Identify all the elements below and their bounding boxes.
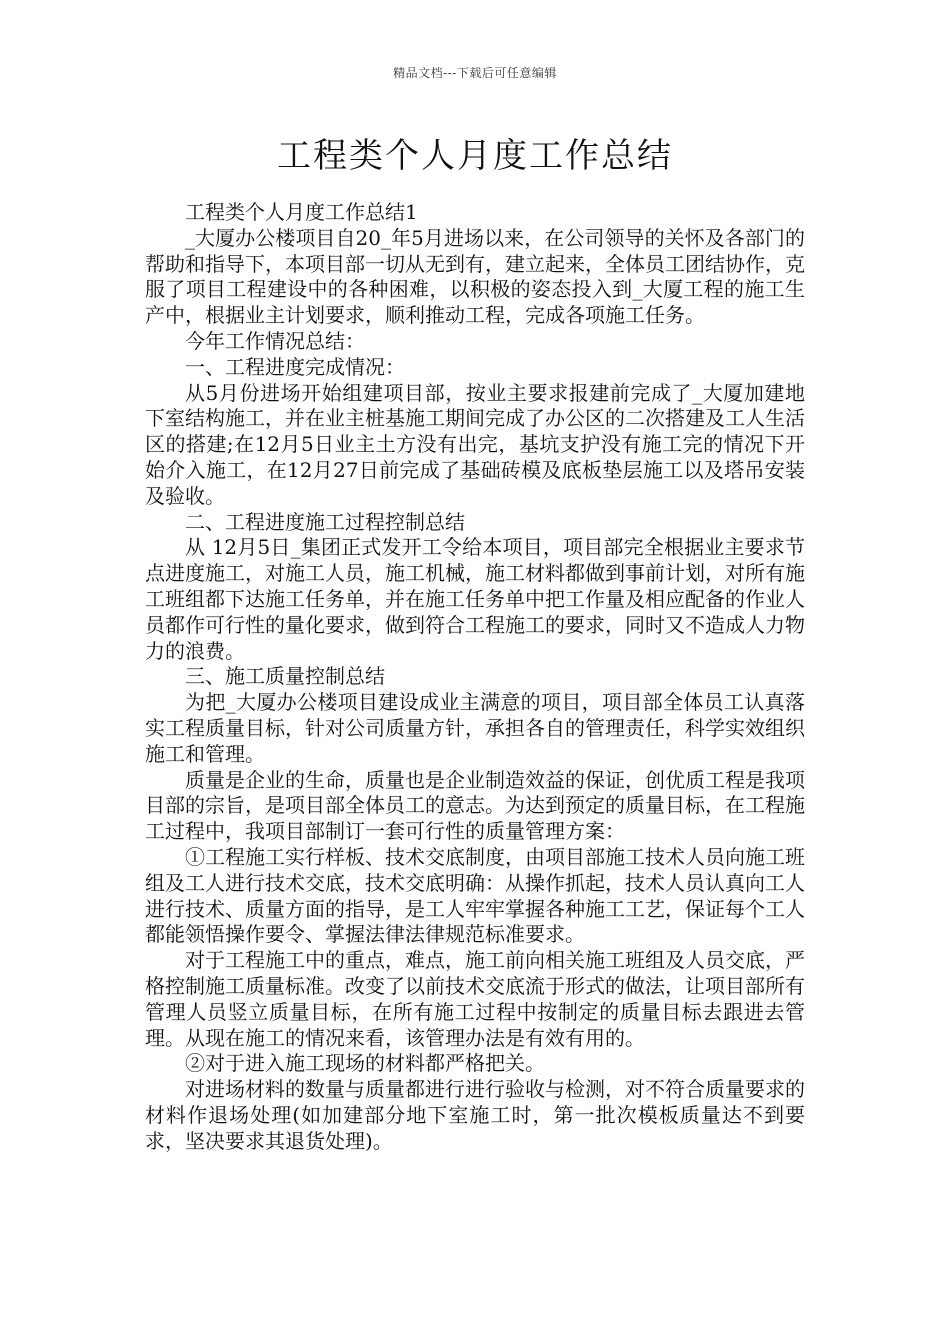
header-note: 精品文档---下载后可任意编辑 — [393, 66, 557, 80]
paragraph: 对于工程施工中的重点，难点，施工前向相关施工班组及人员交底，严格控制施工质量标准。改变了以前技术交底流于形式的做法，让项目部所有管理人员竖立质量目标，在所有施工过程中按制定的质量目标去跟进去管理。从现在施工的情况来看，该管理办法是有效有用的。 — [145, 948, 805, 1050]
paragraph: 对进场材料的数量与质量都进行进行验收与检测，对不符合质量要求的材料作退场处理(如加建部分地下室施工时，第一批次模板质量达不到要求，坚决要求其退货处理)。 — [145, 1077, 805, 1153]
paragraph: _大厦办公楼项目自20_年5月进场以来，在公司领导的关怀及各部门的帮助和指导下，本项目部一切从无到有，建立起来，全体员工团结协作，克服了项目工程建设中的各种困难，以积极的姿态投入到_大厦工程的施工生产中，根据业主计划要求，顺利推动工程，完成各项施工任务。 — [145, 225, 805, 328]
paragraph: 今年工作情况总结： — [185, 328, 365, 353]
document-title: 工程类个人月度工作总结 — [277, 136, 673, 176]
paragraph: 质量是企业的生命，质量也是企业制造效益的保证，创优质工程是我项目部的宗旨，是项目部全体员工的意志。为达到预定的质量目标，在工程施工过程中，我项目部制订一套可行性的质量管理方案： — [145, 767, 805, 844]
paragraph: 为把_大厦办公楼项目建设成业主满意的项目，项目部全体员工认真落实工程质量目标，针对公司质量方针，承担各自的管理责任，科学实效组织施工和管理。 — [145, 690, 805, 766]
paragraph: ②对于进入施工现场的材料都严格把关。 — [185, 1051, 545, 1076]
paragraph: 从 12月5日_集团正式发开工令给本项目，项目部完全根据业主要求节点进度施工，对施工人员，施工机械，施工材料都做到事前计划，对所有施工班组都下达施工任务单，并在施工任务单中把工作量及相应配备的作业人员都作可行性的量化要求，做到符合工程施工的要求，同时又不造成人力物力的浪费。 — [145, 535, 805, 663]
paragraph: 一、工程进度完成情况： — [185, 354, 405, 379]
paragraph: ①工程施工实行样板、技术交底制度，由项目部施工技术人员向施工班组及工人进行技术交底，技术交底明确：从操作抓起，技术人员认真向工人进行技术、质量方面的指导，是工人牢牢掌握各种施工工艺，保证每个工人都能领悟操作要令、掌握法律法律规范标准要求。 — [145, 844, 805, 947]
paragraph: 工程类个人月度工作总结1 — [185, 200, 418, 224]
paragraph: 二、工程进度施工过程控制总结 — [185, 509, 465, 534]
paragraph: 从5月份进场开始组建项目部，按业主要求报建前完成了_大厦加建地下室结构施工，并在业主桩基施工期间完成了办公区的二次搭建及工人生活区的搭建;在12月5日业主土方没有出完，基坑支护没有施工完的情况下开始介入施工，在12月27日前完成了基础砖模及底板垫层施工以及塔吊安装及验收。 — [145, 380, 805, 508]
paragraph: 三、施工质量控制总结 — [185, 664, 385, 689]
document-body — [145, 200, 805, 1154]
